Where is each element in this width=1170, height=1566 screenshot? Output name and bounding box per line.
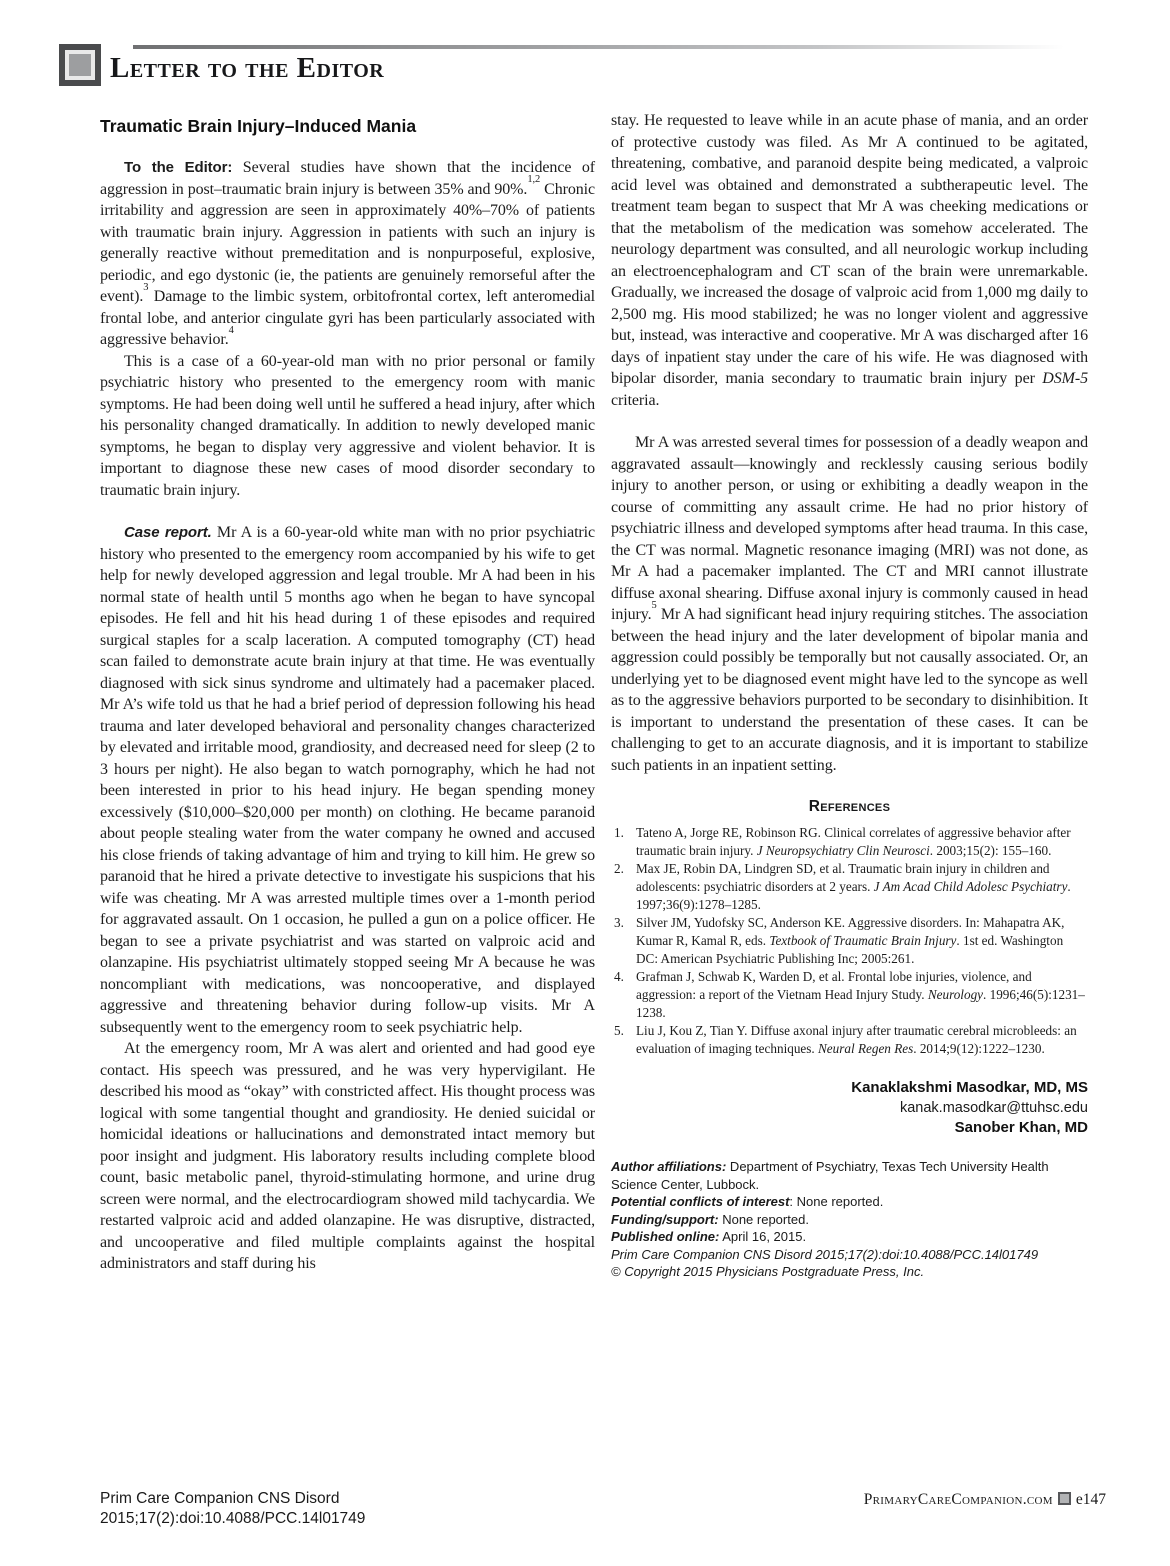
paragraph-exam: At the emergency room, Mr A was alert and oriented and had good eye contact. His speech was pressured, and he was very hypervigilant. He described his mood as “okay” with constricted affect. His thought process was logical with some tangential thought and grandiosity. He denied suicidal or homicidal ideations or hallucinations and demonstrated intact memory but poor insight and judgment. His laboratory results including complete blood count, basic metabolic panel, thyroid-stimulating hormone, and urine drug screen were normal, and the electrocardiogram showed mild tachycardia. We restarted valproic acid and added olanzapine. He was disruptive, distracted, and uncooperative and filed multiple complaints against the hospital administrators and staff during his bbox=[100, 1040, 595, 1272]
header-rule bbox=[133, 45, 1083, 49]
reference-text: Tateno A, Jorge RE, Robinson RG. Clinical correlates of aggressive behavior after traumatic brain injury. J Neuropsychiatry Clin Neurosci. 2003;15(2): 155–160. bbox=[636, 825, 1071, 858]
copyright-line: © Copyright 2015 Physicians Postgraduate Press, Inc. bbox=[611, 1264, 925, 1279]
published-value: April 16, 2015. bbox=[719, 1229, 807, 1244]
reference-number: 5. bbox=[614, 1023, 624, 1038]
reference-text: Silver JM, Yudofsky SC, Anderson KE. Aggressive disorders. In: Mahapatra AK, Kumar R, Kamal R, eds. Textbook of Traumatic Brain Injury. 1st ed. Washington DC: American Psychiatric Publishing Inc; 2005:261. bbox=[636, 915, 1065, 966]
affiliation-label: Author affiliations: bbox=[611, 1159, 727, 1174]
author-name: Kanaklakshmi Masodkar, MD, MS bbox=[851, 1079, 1088, 1096]
citation-line: Prim Care Companion CNS Disord 2015;17(2):doi:10.4088/PCC.14l01749 bbox=[611, 1246, 1039, 1262]
published-line bbox=[611, 1228, 1088, 1246]
reference-text: Max JE, Robin DA, Lindgren SD, et al. Traumatic brain injury in children and adolescents: psychiatric disorders at 2 years. J Am Acad Child Adolesc Psychiatry. 1997;36(9):1278–1285. bbox=[636, 861, 1071, 912]
references-list bbox=[611, 824, 1088, 1058]
references-heading: References bbox=[808, 798, 891, 815]
footer-site-info bbox=[864, 1489, 1106, 1509]
reference-item bbox=[611, 860, 1088, 914]
affiliations-block bbox=[611, 1158, 1088, 1281]
reference-item bbox=[611, 1022, 1088, 1058]
footer-page-number: e147 bbox=[1075, 1491, 1106, 1508]
conflicts-label: Potential conflicts of interest bbox=[611, 1194, 790, 1209]
funding-label: Funding/support: bbox=[611, 1211, 719, 1227]
paragraph-hospital-course: stay. He requested to leave while in an acute phase of mania, and an order of protective custody was filed. As Mr A continued to be agitated, threatening, combative, and paranoid despite being medicated, a valproic acid level was obtained and demonstrated a subtherapeutic level. The treatment team began to suspect that Mr A was cheeking medications or that the metabolism of the medication was somehow accelerated. The neurology department was consulted, and all neurologic workup including an electroencephalogram and CT scan of the brain were unremarkable. Gradually, we increased the dosage of valproic acid from 1,000 mg daily to 2,500 mg. His mood stabilized; he was no longer violent and aggressive but, instead, was interactive and cooperative. Mr A was discharged after 16 days of inpatient stay under the care of his wife. He was diagnosed with bipolar disorder, mania secondary to traumatic brain injury per DSM-5 criteria. bbox=[611, 112, 1088, 409]
affiliation-line bbox=[611, 1158, 1088, 1193]
article-body bbox=[100, 110, 1088, 1281]
authors-block bbox=[611, 1078, 1088, 1138]
author-name: Sanober Khan, MD bbox=[954, 1119, 1088, 1136]
paragraph-intro: To the Editor: Several studies have shown that the incidence of aggression in post–traumatic brain injury is between 35% and 90%.$^{1,2}$ Chronic irritability and aggression are seen in approximately 40%–70% of patients with traumatic brain injury. Aggression in patients with such an injury is generally reactive without premeditation and is nonpurposeful, explosive, periodic, and ego dystonic (ie, the patients are genuinely remorseful after the event).$^3$ Damage to the limbic system, orbitofrontal cortex, left anteromedial frontal lobe, and anterior cingulate gyri has been particularly associated with aggressive behavior.$^4$ bbox=[100, 159, 596, 348]
reference-text: Liu J, Kou Z, Tian Y. Diffuse axonal injury after traumatic cerebral microbleeds: an evaluation of imaging techniques. Neural Regen Res. 2014;9(12):1222–1230. bbox=[636, 1023, 1077, 1056]
footer-journal-name: Prim Care Companion CNS Disord bbox=[100, 1490, 340, 1507]
paragraph-case-intro: This is a case of a 60-year-old man with no prior personal or family psychiatric history who presented to the emergency room with manic symptoms. He had been doing well until he suffered a head injury, after which his personality changed dramatically. In addition to newly developed manic symptoms, he began to display very aggressive and violent behavior. It is important to diagnose these new cases of mood disorder secondary to traumatic brain injury. bbox=[100, 352, 595, 499]
reference-item bbox=[611, 824, 1088, 860]
reference-number: 4. bbox=[614, 969, 624, 984]
footer-site-url: PrimaryCareCompanion.com bbox=[863, 1491, 1053, 1508]
published-label: Published online: bbox=[611, 1229, 720, 1244]
author-email: kanak.masodkar@ttuhsc.edu bbox=[899, 1100, 1088, 1116]
footer-journal-doi: 2015;17(2):doi:10.4088/PCC.14l01749 bbox=[100, 1510, 366, 1527]
reference-item bbox=[611, 914, 1088, 968]
reference-text: Grafman J, Schwab K, Warden D, et al. Frontal lobe injuries, violence, and aggression: a report of the Vietnam Head Injury Study. Neurology. 1996;46(5):1231–1238. bbox=[636, 969, 1085, 1020]
section-title: Letter to the Editor bbox=[110, 52, 385, 84]
funding-line bbox=[611, 1211, 1088, 1229]
footer-journal-info bbox=[100, 1489, 365, 1529]
framed-square-icon bbox=[1058, 1492, 1071, 1505]
right-column bbox=[611, 110, 1088, 1281]
reference-item bbox=[611, 968, 1088, 1022]
reference-number: 1. bbox=[614, 825, 624, 840]
reference-number: 2. bbox=[614, 861, 624, 876]
conflicts-value: : None reported. bbox=[789, 1194, 884, 1209]
article-title: Traumatic Brain Injury–Induced Mania bbox=[100, 116, 417, 136]
affiliation-value: Department of Psychiatry, Texas Tech University Health Science Center, Lubbock. bbox=[611, 1159, 1049, 1192]
page-footer bbox=[100, 1489, 1106, 1529]
reference-number: 3. bbox=[614, 915, 624, 930]
section-square-icon bbox=[59, 44, 101, 86]
left-column bbox=[100, 110, 595, 1281]
paragraph-discussion: Mr A was arrested several times for possession of a deadly weapon and aggravated assault—knowingly and recklessly causing serious bodily injury to another person, or using or exhibiting a deadly weapon in the course of committing any assault crime. He had no prior history of psychiatric illness and developed symptoms after head trauma. In this case, the CT was normal. Magnetic resonance imaging (MRI) was not done, as Mr A had a pacemaker implanted. The CT and MRI cannot illustrate diffuse axonal shearing. Diffuse axonal injury is commonly caused in head injury.$^5$ Mr A had significant head injury requiring stitches. The association between the head injury and the later development of bipolar mania and aggression could possibly be temporally but not causally associated. Or, an underlying yet to be diagnosed event might have led to the syncope as well as to the aggressive behaviors purported to be secondary to disinhibition. It is important to understand the presentation of these cases. It can be challenging to get to an accurate diagnosis, and it is important to stabilize such patients in an inpatient setting. bbox=[611, 434, 1088, 774]
funding-value: None reported. bbox=[718, 1211, 809, 1227]
conflicts-line bbox=[611, 1193, 1088, 1211]
paragraph-case-report: Case report. Mr A is a 60-year-old white man with no prior psychiatric history who presented to the emergency room accompanied by his wife to get help for newly developed aggression and legal trouble. Mr A had been in his normal state of health until 5 months ago when he began to have syncopal episodes. He fell and hit his head during 1 of these episodes and required surgical staples for a scalp laceration. A computed tomography (CT) head scan failed to demonstrate acute brain injury at that time. He was eventually diagnosed with sick sinus syndrome and ultimately had a pacemaker placed. Mr A’s wife told us that he had a brief period of depression following his head trauma and later developed behavioral and personality changes characterized by elevated and irritable mood, grandiosity, and decreased need for sleep (2 to 3 hours per night). He also began to watch pornography, which he had not been interested in prior to his head injury. He began spending money excessively ($10,000–$20,000 per month) on clothing. He became paranoid about people stealing water from the water company he owned and accused his close friends of taking advantage of him and trying to kill him. He grew so paranoid that he hired a private detective to investigate his suspicions that his wife was cheating. Mr A was arrested multiple times over a 1-month period for aggravated assault. On 1 occasion, he pulled a gun on a police officer. He began to see a private psychiatrist and was started on valproic acid and olanzapine. His psychiatrist ultimately stopped seeing Mr A because he was noncompliant with medications, was noncooperative, and displayed aggressive and threatening behavior during follow-up visits. Mr A subsequently went to the emergency room to seek psychiatric help. bbox=[100, 524, 595, 1036]
section-square-icon-inner bbox=[65, 50, 95, 80]
